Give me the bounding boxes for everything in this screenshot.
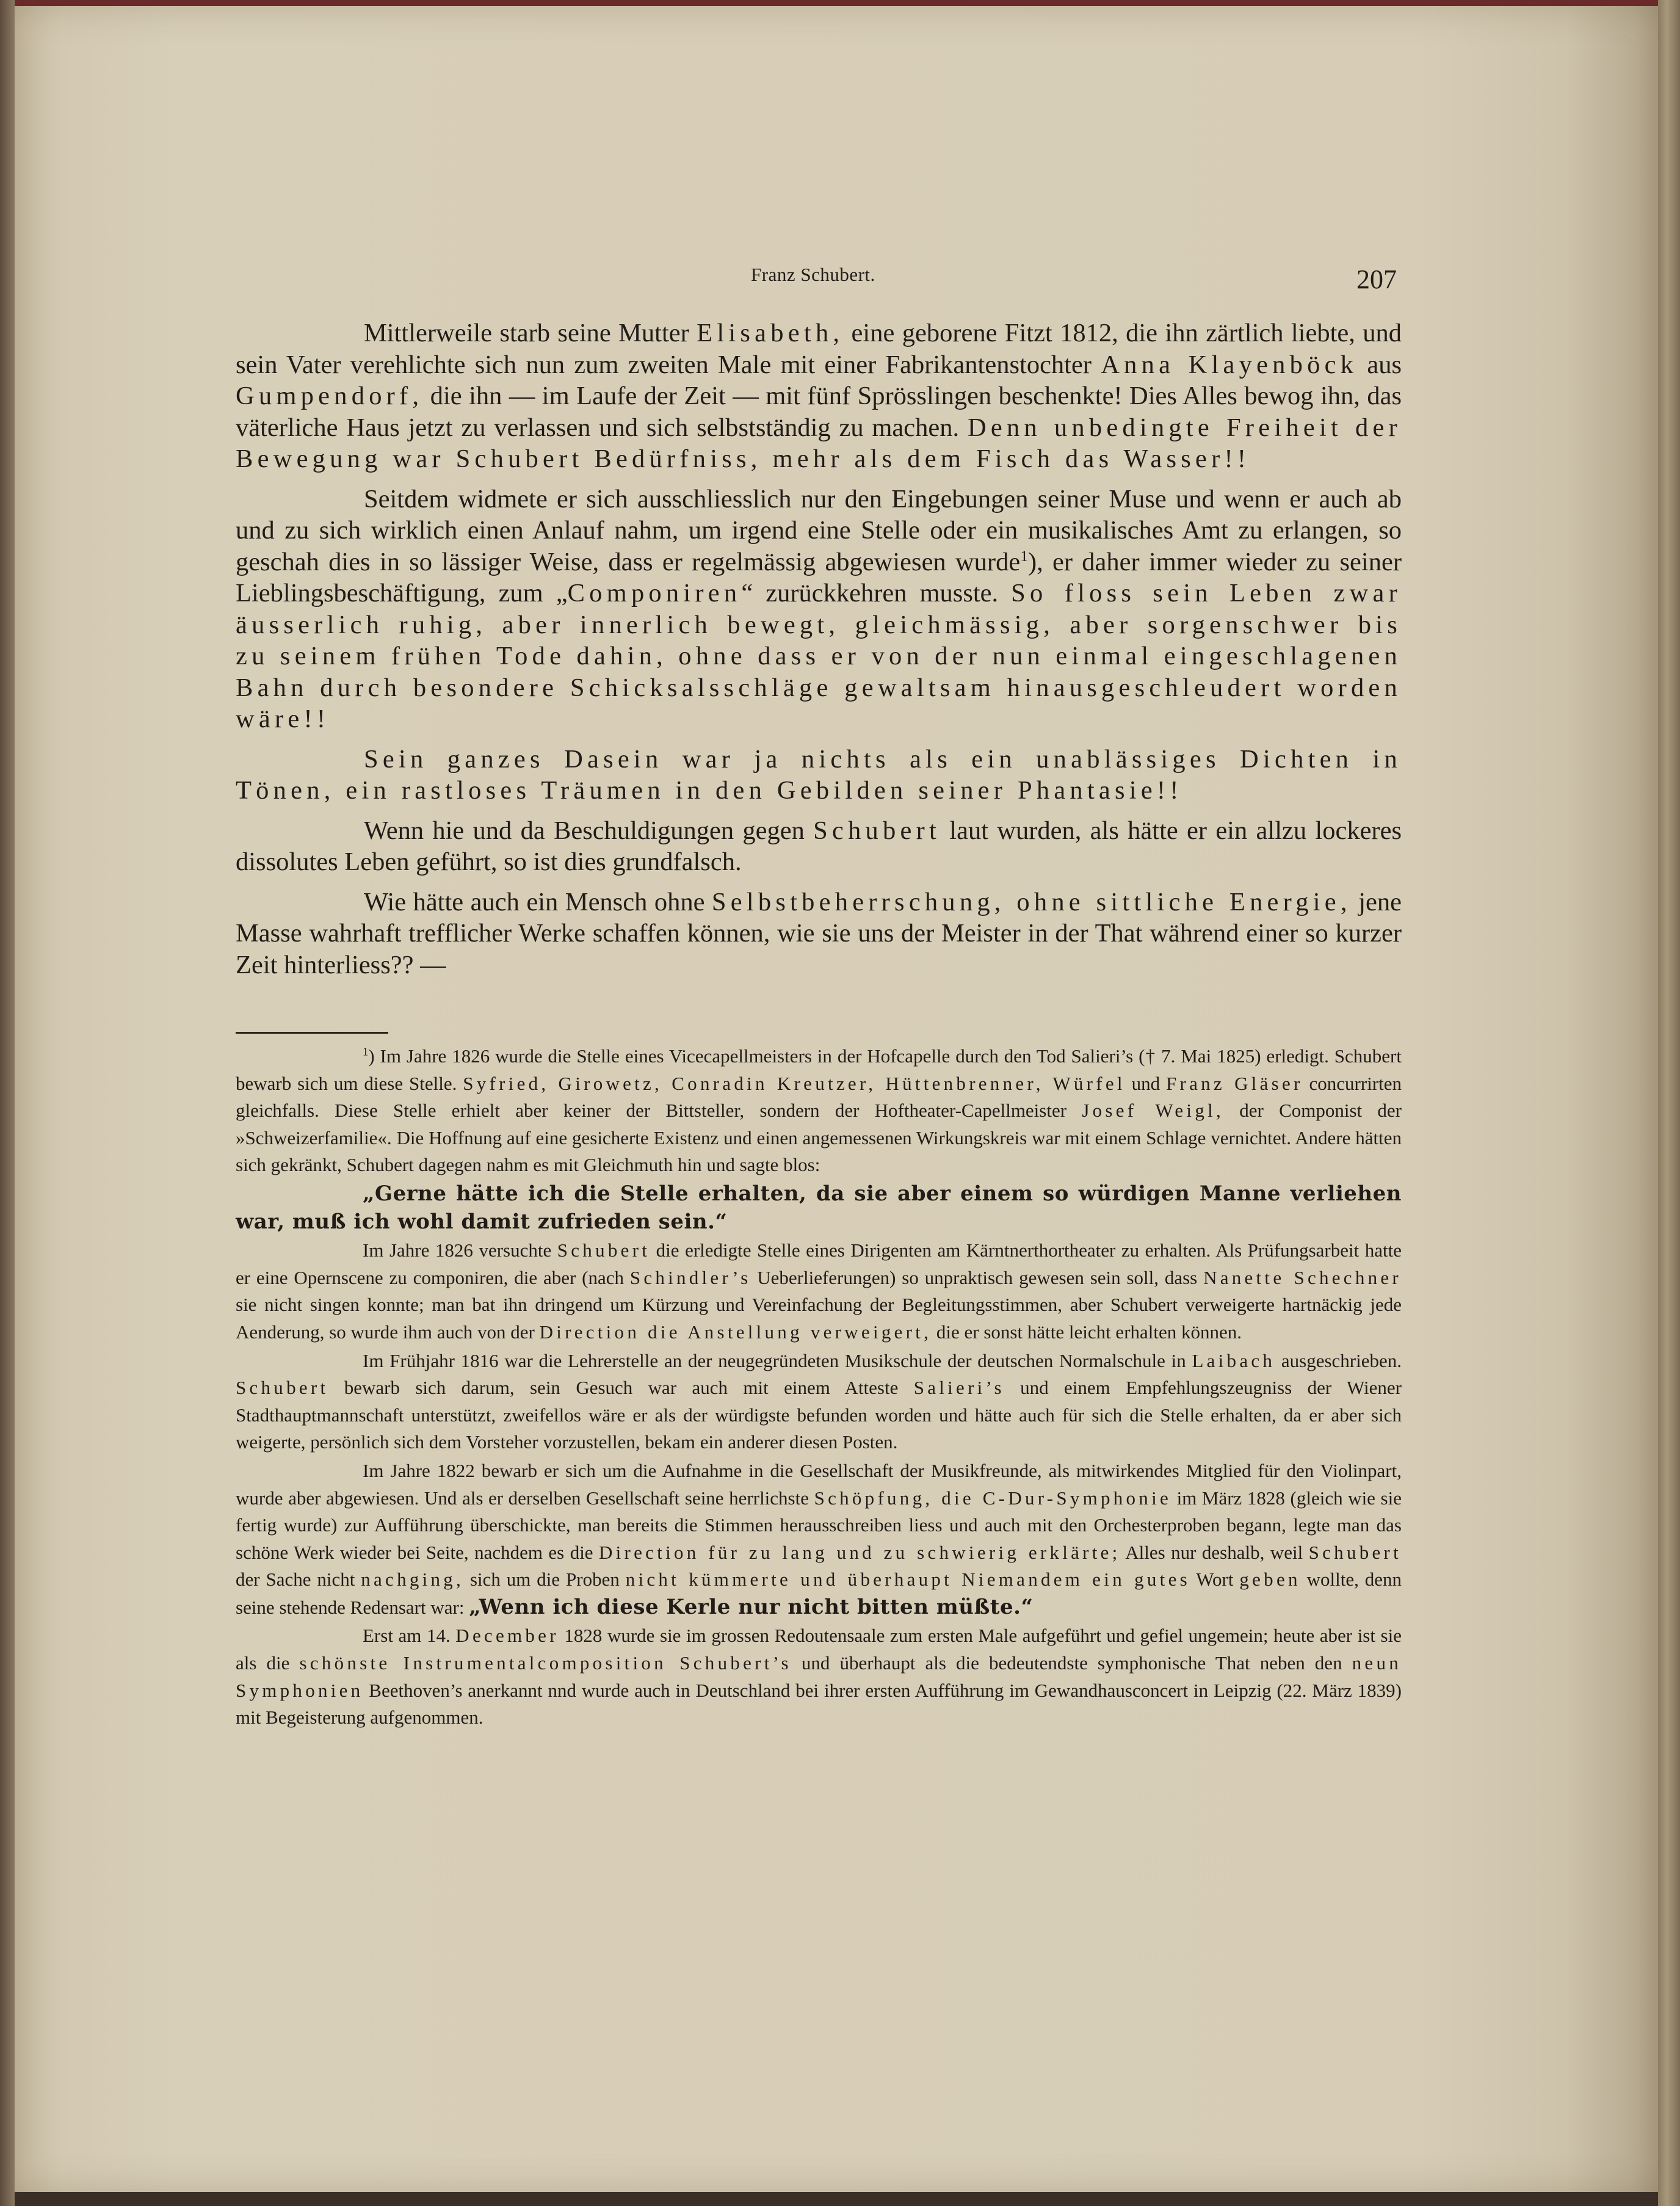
footnote-5: Erst am 14. December 1828 wurde sie im grossen Redoutensaale zum ersten Male aufgeführt und gefiel ungemein; heute aber ist sie als die schönste Instrumentalcomposition Schubert’s und überhaupt als die bedeutendste symphonische That neben den neun Symphonien Beethoven’s anerkannt nnd wurde auch in Deutschland bei ihrer ersten Aufführung im Gewandhausconcert in Leipzig (22. März 1839) mit Begeisterung aufgenommen.	[236, 1625, 1402, 1729]
page-right-edge	[1658, 0, 1680, 2206]
paragraph-1: Mittlerweile starb seine Mutter Elisabeth, eine geborene Fitzt 1812, die ihn zärtlich liebte, und sein Vater verehlichte sich nun zum zweiten Male mit einer Fabrikantenstochter Anna Klayenböck aus Gumpendorf, die ihn — im Laufe der Zeit — mit fünf Sprösslingen beschenkte! Dies Alles bewog ihn, das väterliche Haus jetzt zu verlassen und sich selbstständig zu machen. Denn unbedingte Freiheit der Bewegung war Schubert Bedürfniss, mehr als dem Fisch das Wasser!!	[236, 319, 1402, 473]
footnote-rule	[236, 1032, 388, 1034]
footnote-2: Im Jahre 1826 versuchte Schubert die erledigte Stelle eines Dirigenten am Kärntnerthortheater zu erhalten. Als Prüfungsarbeit hatte er eine Opernscene zu componiren, die aber (nach Schindler’s Ueberlieferungen) so unpraktisch gewesen sein soll, dass Nanette Schechner sie nicht singen konnte; man bat ihn dringend um Kürzung und Vereinfachung der Begleitungsstimmen, aber Schubert verweigerte hartnäckig jede Aenderung, so wurde ihm auch von der Direction die Anstellung verweigert, die er sonst hätte leicht erhalten können.	[236, 1239, 1402, 1343]
page-left-shadow	[0, 0, 15, 2206]
footnote-quote: „Gerne hätte ich die Stelle erhalten, da sie aber einem so würdigen Manne verliehen war, muß ich wohl damit zufrieden sein.“	[236, 1181, 1402, 1234]
footnote-4: Im Jahre 1822 bewarb er sich um die Aufnahme in die Gesellschaft der Musikfreunde, als mitwirkendes Mitglied für den Violinpart, wurde aber abgewiesen. Und als er derselben Gesellschaft seine herrlichste Schöpfung, die C-Dur-Symphonie im März 1828 (gleich wie sie fertig wurde) zur Aufführung überschickte, man bereits die Stimmen herausschreiben liess und auch mit den Orchesterproben begann, legte man das schöne Werk wieder bei Seite, nachdem es die Direction für zu lang und zu schwierig erklärte; Alles nur deshalb, weil Schubert der Sache nicht nachging, sich um die Proben nicht kümmerte und überhaupt Niemandem ein gutes Wort geben wollte, denn seine stehende Redensart war: „Wenn ich diese Kerle nur nicht bitten müßte.“	[236, 1459, 1402, 1619]
running-head: Franz Schubert.	[751, 264, 875, 285]
paragraph-3: Sein ganzes Dasein war ja nichts als ein unablässiges Dichten in Tönen, ein rastloses Träumen in den Gebilden seiner Phantasie!!	[236, 744, 1402, 805]
paragraph-5: Wie hätte auch ein Mensch ohne Selbstbeherrschung, ohne sittliche Energie, jene Masse wahrhaft trefflicher Werke schaffen können, wie sie uns der Meister in der That während einer so kurzer Zeit hinterliess?? —	[236, 887, 1402, 979]
footnote-3: Im Frühjahr 1816 war die Lehrerstelle an der neugegründeten Musikschule der deutschen Normalschule in Laibach ausgeschrieben. Schubert bewarb sich darum, sein Gesuch war auch mit einem Atteste Salieri’s und einem Empfehlungszeugniss der Wiener Stadthauptmannschaft unterstützt, zweifellos wäre er als der würdigste befunden worden und hätte auch für sich die Stelle erhalten, da er aber sich weigerte, persönlich sich dem Vorsteher vorzustellen, bekam ein anderer diesen Posten.	[236, 1349, 1402, 1453]
main-text	[236, 317, 1402, 989]
footnotes	[236, 1043, 1402, 1733]
paragraph-2: Seitdem widmete er sich ausschliesslich nur den Eingebungen seiner Muse und wenn er auch ab und zu sich wirklich einen Anlauf nahm, um irgend eine Stelle oder ein musikalisches Amt zu erlangen, so geschah dies in so lässiger Weise, dass er regelmässig abgewiesen wurde$^1$), er daher immer wieder zu seiner Lieblingsbeschäftigung, zum „Componiren“ zurückkehren musste. So floss sein Leben zwar äusserlich ruhig, aber innerlich bewegt, gleichmässig, aber sorgenschwer bis zu seinem frühen Tode dahin, ohne dass er von der nun einmal eingeschlagenen Bahn durch besondere Schicksalsschläge gewaltsam hinausgeschleudert worden wäre!!	[236, 484, 1402, 733]
paragraph-4: Wenn hie und da Beschuldigungen gegen Schubert laut wurden, als hätte er ein allzu lockeres dissolutes Leben geführt, so ist dies grundfalsch.	[236, 816, 1402, 876]
footnote-1: $^1$) Im Jahre 1826 wurde die Stelle eines Vicecapellmeisters in der Hofcapelle durch den Tod Salieri’s († 7. Mai 1825) erledigt. Schubert bewarb sich um diese Stelle. Syfried, Girowetz, Conradin Kreutzer, Hüttenbrenner, Würfel und Franz Gläser concurrirten gleichfalls. Diese Stelle erhielt aber keiner der Bittsteller, sondern der Hoftheater-Capellmeister Josef Weigl, der Componist der »Schweizerfamilie«. Die Hoffnung auf eine gesicherte Existenz und einen angemessenen Wirkungskreis war mit einem Schlage vernichtet. Andere hätten sich gekränkt, Schubert dagegen nahm es mit Gleichmuth hin und sagte blos:	[236, 1045, 1402, 1176]
page-number: 207	[1356, 264, 1397, 294]
